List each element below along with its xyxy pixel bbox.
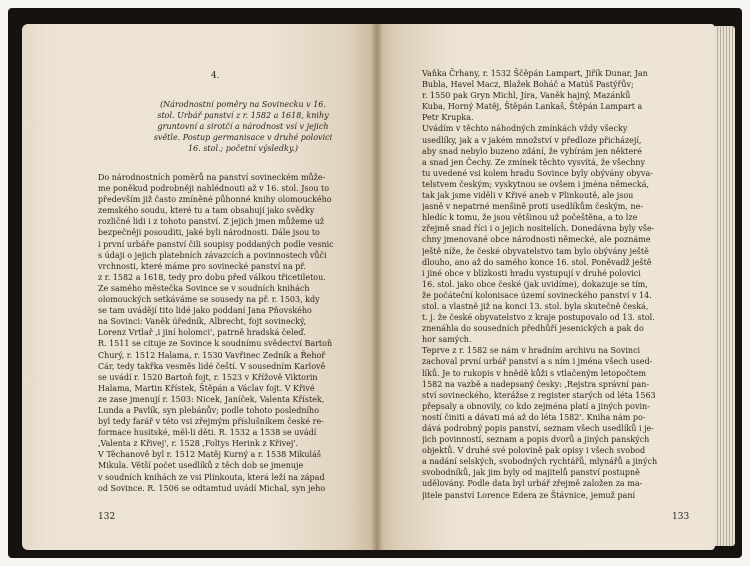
page-edges: [715, 26, 735, 546]
text-line: formace husitské, měl-li děti. R. 1532 a 1538 se uvádí: [98, 428, 317, 438]
text-line: jich povinností, seznam a popis dvorů a jiných panských: [422, 435, 650, 445]
text-line: tak jak jsme viděli v Křivé aneb v Plinkoutě, ale jsou: [422, 191, 634, 201]
text-line: aby snad nebylo buzeno zdání, že vybírám jen některé: [422, 146, 642, 156]
text-line: Cár, tedy takřka vesměs lidé čeští. V sousedním Karlově: [98, 361, 326, 371]
subtitle-line: 16. stol.; početní výsledky.): [188, 144, 298, 153]
text-line: a nadání selských, svobodných rychtářů, mlynářů a jiných: [422, 457, 658, 467]
text-line: 16. stol. jako obce české (jak uvidíme), dokazuje se tím,: [422, 279, 648, 289]
text-line: t. j. že české obyvatelstvo z kraje postupovalo od 13. stol.: [422, 313, 655, 323]
text-line: dlouho, ano až do samého konce 16. stol. Poněvadž ještě: [422, 257, 652, 267]
text-line: ještě níže, že české obyvatelstvo tam bylo obývány ještě: [422, 246, 649, 256]
right-page: [377, 24, 715, 550]
text-line: jasně v nepatrné menšině proti usedlíkům českým, ne-: [422, 202, 644, 212]
page-number-right: 133: [672, 512, 690, 522]
text-line: udělovány. Podle data byl urbář zřejmě založen za ma-: [422, 479, 643, 489]
text-line: chny jmenované obce národnosti německé, ale poznáme: [422, 235, 651, 245]
text-line: me poněkud podrobněji nahlédnouti až v 16. stol. Jsou to: [98, 184, 330, 194]
text-line: olomouckých setkáváme se sousedy na př. r. 1503, kdy: [98, 295, 320, 305]
text-line: Ze samého městečka Sovince se v soudních knihách: [98, 283, 310, 293]
text-line: hor samých.: [422, 335, 472, 345]
text-line: jitele panství Lorence Edera ze Štávnice, jemuž paní: [422, 490, 636, 500]
text-line: s údaji o jejich platebních závazcích a povinnostech vůči: [98, 250, 327, 260]
book-gutter: [371, 24, 383, 550]
text-line: že počáteční kolonisace území sovineckého panství v 14.: [422, 290, 652, 300]
text-line: především již často zmíněné půhonné knihy olomouckého: [98, 195, 332, 205]
subtitle-line: (Národnostní poměry na Sovinecku v 16.: [160, 100, 326, 109]
text-line: Lorenz Vrtlař ,i jiní holomci', patrně hradská čeleď.: [98, 328, 306, 338]
text-line: vrchnosti, které máme pro sovinecké panství na př.: [98, 261, 306, 271]
text-line: ností činiti a dávati má až do léta 1582'. Kniha nám po-: [422, 412, 646, 422]
text-line: znenáhla do sousedních předhůří jesenických a pak do: [422, 324, 644, 334]
text-line: bezpečněji posouditi, jaké byli národnosti. Dále jsou to: [98, 228, 320, 238]
text-line: líků. Je to rukopis v hnědě kůži s vtlačeným letopočtem: [422, 368, 647, 378]
subtitle-line: gruntovní a sirotčí a národnost vsí v jejich: [157, 122, 329, 131]
text-line: usedlíky, jak a v jakém množství v předloze přicházejí,: [422, 135, 642, 145]
text-line: hledíc k tomu, že jsou většinou už počeštěna, a to lze: [422, 213, 638, 223]
text-line: ství sovineckého, kterážse z register starých od léta 1563: [422, 390, 656, 400]
text-line: rozličné lidi i z tohoto panství. Z jejich jmen můžeme už: [98, 217, 325, 227]
right-body-text: [422, 68, 690, 501]
text-line: objektů. V druhé své polovině pak opisy i všech svobod: [422, 446, 646, 456]
section-subtitle: [118, 99, 368, 154]
left-body-text: [98, 172, 368, 494]
text-line: V Těchanově byl r. 1512 Matěj Kurný a r. 1538 Mikuláš: [98, 450, 321, 460]
text-line: se uvádí r. 1520 Bartoň fojt, r. 1523 v Křížově Viktorin: [98, 372, 318, 382]
text-line: byl tedy farář v této vsi zřejmým příslušníkem české re-: [98, 417, 324, 427]
text-line: a snad jen Čechy. Ze zmínek těchto vysvítá, že všechny: [422, 157, 646, 167]
text-line: r. 1550 pak Gryn Michl, Jíra, Vaněk hajný, Mazánků: [422, 91, 631, 101]
text-line: stol. a vlastně již na konci 13. stol. byla skutečně česká,: [422, 301, 649, 311]
text-line: Do národnostních poměrů na panství sovineckém může-: [98, 173, 326, 182]
subtitle-line: světle. Postup germanisace v druhé polovici: [153, 133, 333, 142]
text-line: zřejmě snad říci i o jejich nositelích. Donedávna byly vše-: [422, 224, 655, 234]
text-line: telstvem českým; vyskytnou se ovšem i jména německá,: [422, 179, 650, 189]
text-line: 1582 na vazbě a nadepsaný česky: ,Rejstra správní pan-: [422, 379, 650, 389]
text-line: svobodníků, jak jim byly od majitelů panství postupně: [422, 468, 640, 478]
text-line: Teprve z r. 1582 se nám v hradním archivu na Sovinci: [422, 346, 641, 356]
text-line: se tam uvádějí tito lidé jako poddaní Jana Pňovského: [98, 306, 312, 316]
text-line: Kuba, Horný Matěj, Štěpán Lankaš, Štěpán Lampart a: [422, 102, 643, 112]
subtitle-line: stol. Urbář panství z r. 1582 a 1618, knihy: [157, 111, 329, 120]
text-line: dává podrobný popis panství, seznam všech usedlíků i je-: [422, 424, 654, 433]
text-line: zachoval první urbář panství a s ním i jména všech used-: [422, 357, 653, 367]
text-line: zemského soudu, které tu a tam obsahují jako svědky: [98, 206, 315, 216]
text-line: na Sovinci: Vaněk úředník, Albrecht, fojt sovinecký,: [98, 317, 307, 327]
text-line: i jiné obce v blízkosti hradu vystupují v druhé polovici: [422, 268, 641, 278]
text-line: z r. 1582 a 1618, tedy pro dobu před válkou třicetiletou.: [98, 272, 326, 282]
text-line: ,Valenta z Křivej', r. 1528 ,Foltys Herink z Křivej'.: [98, 439, 299, 449]
text-line: Halama, Martin Křístek, Štěpán a Václav fojt. V Křivé: [98, 383, 315, 393]
text-line: Petr Krupka.: [422, 113, 474, 123]
text-line: Lunda a Pavlík, syn plebánův; podle tohoto posledního: [98, 405, 320, 415]
text-line: Vaňka Črhany, r. 1532 Ščěpán Lampart, Jiřík Dunar, Jan: [422, 69, 648, 78]
text-line: Uvádím v těchto náhodných zmínkách vždy všecky: [422, 124, 628, 134]
text-line: tu uvedené vsi kolem hradu Sovince byly obývány obyva-: [422, 168, 653, 178]
text-line: Churý, r. 1512 Halama, r. 1530 Vavřinec Zedník a Řehoř: [98, 350, 326, 360]
text-line: Mikula. Větší počet usedlíků z těch dob se jmenuje: [98, 461, 304, 471]
text-line: přepsaly a obnovily, co kdo zejména platí a jiných povin-: [422, 401, 650, 411]
left-page: [22, 24, 377, 550]
text-line: v soudních knihách ze vsi Plinkouta, která leží na západ: [98, 472, 325, 482]
text-line: od Sovince. R. 1506 se odtamtud uvádí Michal, syn jeho: [98, 483, 326, 493]
section-number: 4.: [211, 71, 220, 81]
text-line: R. 1511 se cituje ze Sovince k soudnímu svědectví Bartoň: [98, 339, 333, 349]
text-line: ze zase jmenují r. 1503: Nicek, Janíček, Valenta Křístek,: [98, 394, 325, 404]
text-line: i první urbáře panství čili soupisy poddaných podle vesnic: [98, 239, 334, 249]
text-line: Bubla, Havel Macz, Blažek Boháč a Matúš Pastýřův;: [422, 80, 634, 90]
page-number-left: 132: [98, 512, 116, 522]
